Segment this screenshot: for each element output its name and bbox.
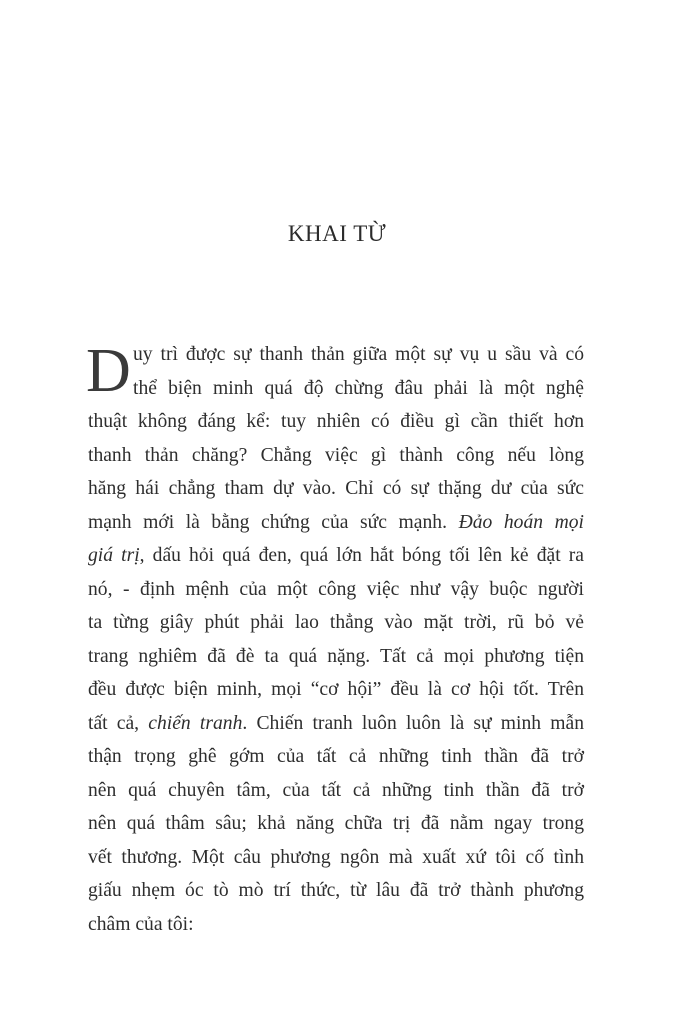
italic-phrase: giá trị xyxy=(88,545,140,566)
italic-phrase: chiến tranh xyxy=(148,712,243,734)
body-paragraph xyxy=(88,338,584,941)
line-text: đều được biện minh, mọi “cơ hội” đều là cơ hội tốt. Trên xyxy=(88,679,584,700)
line-text: nó, - định mệnh của một công việc như vậy buộc người xyxy=(88,578,584,600)
text-line xyxy=(88,908,584,942)
text-line xyxy=(88,774,584,808)
drop-cap: D xyxy=(86,337,131,405)
text-line xyxy=(88,841,584,875)
line-text: tất cả, xyxy=(88,712,149,734)
text-line xyxy=(88,539,584,573)
line-text: thể biện minh quá độ chừng đâu phải là một nghệ xyxy=(133,377,584,399)
line-text: giấu nhẹm óc tò mò trí thức, từ lâu đã trở thành phương xyxy=(88,880,584,901)
line-text: mạnh mới là bằng chứng của sức mạnh. xyxy=(88,511,459,533)
text-line xyxy=(88,707,584,741)
text-line xyxy=(88,740,584,774)
line-text: thuật không đáng kể: tuy nhiên có điều gì cần thiết hơn xyxy=(88,411,584,432)
text-line xyxy=(88,673,584,707)
text-line xyxy=(88,640,584,674)
text-line xyxy=(88,338,584,372)
text-line xyxy=(88,439,584,473)
line-text: . Chiến tranh luôn luôn là sự minh mẫn xyxy=(242,712,584,734)
line-text: , dấu hỏi quá đen, quá lớn hắt bóng tối lên kẻ đặt ra xyxy=(139,545,584,566)
line-text: châm của tôi: xyxy=(88,913,194,935)
text-line xyxy=(88,807,584,841)
italic-phrase: Đảo hoán mọi xyxy=(458,511,585,533)
line-text: trang nghiêm đã đè ta quá nặng. Tất cả mọi phương tiện xyxy=(88,645,584,667)
text-line xyxy=(88,506,584,540)
line-text: thanh thản chăng? Chẳng việc gì thành công nếu lòng xyxy=(88,444,584,466)
text-line xyxy=(88,606,584,640)
line-text: ta từng giây phút phải lao thẳng vào mặt trời, rũ bỏ vẻ xyxy=(88,612,584,633)
text-line xyxy=(88,372,584,406)
line-text: nên quá chuyên tâm, của tất cả những tinh thần đã trở xyxy=(88,779,584,801)
chapter-title: KHAI TỪ xyxy=(287,221,387,246)
text-line xyxy=(88,874,584,908)
paragraph-lines xyxy=(88,338,584,941)
line-text: vết thương. Một câu phương ngôn mà xuất xứ tôi cố tình xyxy=(88,846,584,868)
text-line xyxy=(88,472,584,506)
line-text: thận trọng ghê gớm của tất cả những tinh thần đã trở xyxy=(88,746,584,767)
line-text: hăng hái chẳng tham dự vào. Chỉ có sự thặng dư của sức xyxy=(88,478,584,499)
text-line xyxy=(88,405,584,439)
text-line xyxy=(88,573,584,607)
line-text: nên quá thâm sâu; khả năng chữa trị đã nằm ngay trong xyxy=(88,813,584,834)
line-text: uy trì được sự thanh thản giữa một sự vụ u sầu và có xyxy=(133,344,584,365)
